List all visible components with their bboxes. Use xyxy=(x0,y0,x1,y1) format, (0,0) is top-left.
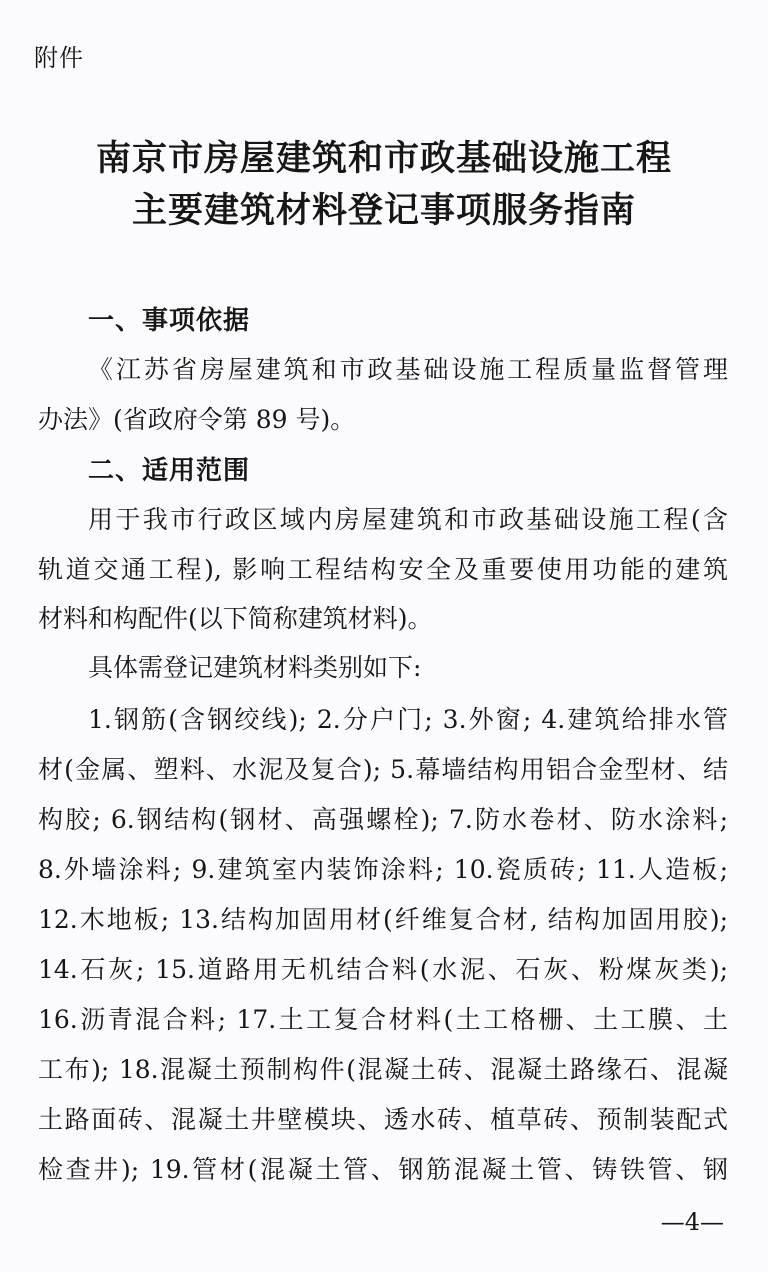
scope-line-2: 轨道交通工程), 影响工程结构安全及重要使用功能的建筑 xyxy=(38,555,728,584)
basis-line-2: 办法》(省政府令第 89 号)。 xyxy=(38,405,356,434)
material-list-line-6: 14.石灰; 15.道路用无机结合料(水泥、石灰、粉煤灰类); xyxy=(38,955,728,984)
material-list-line-8: 工布); 18.混凝土预制构件(混凝土砖、混凝土路缘石、混凝 xyxy=(38,1055,728,1084)
material-list-line-7: 16.沥青混合料; 17.土工复合材料(土工格栅、土工膜、土 xyxy=(38,1005,728,1034)
attachment-label: 附件 xyxy=(34,44,84,72)
section-heading-basis: 一、事项依据 xyxy=(88,306,251,336)
material-list-line-2: 材(金属、塑料、水泥及复合); 5.幕墙结构用铝合金型材、结 xyxy=(38,755,728,784)
material-list-line-3: 构胶; 6.钢结构(钢材、高强螺栓); 7.防水卷材、防水涂料; xyxy=(38,805,728,834)
document-title-line-1: 南京市房屋建筑和市政基础设施工程 xyxy=(95,139,672,179)
scope-intro-line: 具体需登记建筑材料类别如下: xyxy=(88,653,422,682)
scope-line-3: 材料和构配件(以下简称建筑材料)。 xyxy=(38,604,433,633)
section-heading-scope: 二、适用范围 xyxy=(88,456,251,486)
basis-line-1: 《江苏省房屋建筑和市政基础设施工程质量监督管理 xyxy=(88,355,728,384)
material-list-line-4: 8.外墙涂料; 9.建筑室内装饰涂料; 10.瓷质砖; 11.人造板; xyxy=(38,855,728,884)
material-list-line-5: 12.木地板; 13.结构加固用材(纤维复合材, 结构加固用胶); xyxy=(38,905,728,934)
material-list-line-9: 土路面砖、混凝土井壁模块、透水砖、植草砖、预制装配式 xyxy=(38,1105,728,1134)
document-title-line-2: 主要建筑材料登记事项服务指南 xyxy=(131,191,636,231)
page-number: —4— xyxy=(660,1208,724,1236)
material-list-line-1: 1.钢筋(含钢绞线); 2.分户门; 3.外窗; 4.建筑给排水管 xyxy=(88,705,728,734)
material-list-line-10: 检查井); 19.管材(混凝土管、钢筋混凝土管、铸铁管、钢 xyxy=(38,1155,728,1184)
scope-line-1: 用于我市行政区域内房屋建筑和市政基础设施工程(含 xyxy=(88,505,728,534)
